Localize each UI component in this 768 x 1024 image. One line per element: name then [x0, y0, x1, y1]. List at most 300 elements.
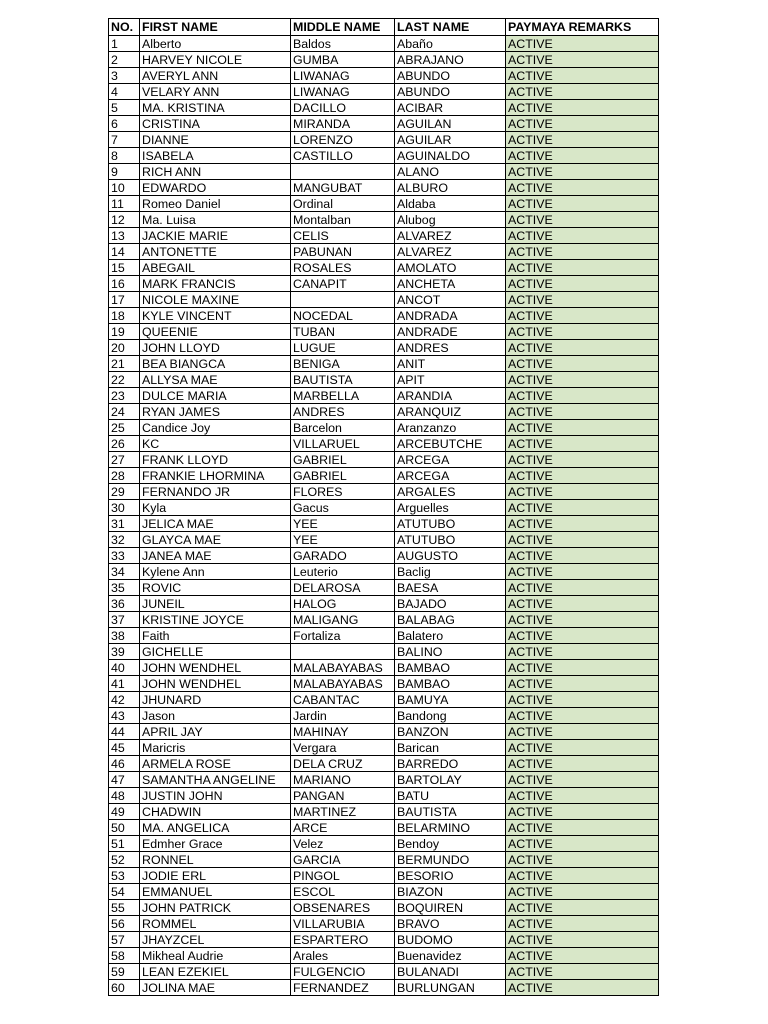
table-row — [109, 452, 659, 468]
cell-no: 19 — [109, 324, 140, 340]
cell-remarks: ACTIVE — [506, 916, 659, 932]
cell-first-name: JHUNARD — [140, 692, 291, 708]
cell-remarks: ACTIVE — [506, 708, 659, 724]
cell-last-name: ARGALES — [395, 484, 506, 500]
cell-middle-name: GABRIEL — [291, 452, 395, 468]
table-row — [109, 628, 659, 644]
cell-remarks: ACTIVE — [506, 948, 659, 964]
cell-first-name: JANEA MAE — [140, 548, 291, 564]
cell-first-name: SAMANTHA ANGELINE — [140, 772, 291, 788]
cell-remarks: ACTIVE — [506, 404, 659, 420]
table-row — [109, 500, 659, 516]
table-row — [109, 36, 659, 52]
cell-first-name: APRIL JAY — [140, 724, 291, 740]
cell-remarks: ACTIVE — [506, 596, 659, 612]
cell-no: 49 — [109, 804, 140, 820]
cell-remarks: ACTIVE — [506, 532, 659, 548]
header-no: NO. — [109, 19, 140, 36]
table-row — [109, 340, 659, 356]
cell-first-name: JOHN LLOYD — [140, 340, 291, 356]
cell-middle-name: OBSENARES — [291, 900, 395, 916]
cell-first-name: GICHELLE — [140, 644, 291, 660]
cell-first-name: Alberto — [140, 36, 291, 52]
table-row — [109, 884, 659, 900]
cell-last-name: BAUTISTA — [395, 804, 506, 820]
cell-last-name: ANCHETA — [395, 276, 506, 292]
cell-remarks: ACTIVE — [506, 516, 659, 532]
cell-middle-name: CABANTAC — [291, 692, 395, 708]
cell-middle-name: FERNANDEZ — [291, 980, 395, 996]
cell-remarks: ACTIVE — [506, 436, 659, 452]
cell-first-name: ROVIC — [140, 580, 291, 596]
cell-middle-name: HALOG — [291, 596, 395, 612]
cell-first-name: JOLINA MAE — [140, 980, 291, 996]
cell-middle-name: MIRANDA — [291, 116, 395, 132]
cell-remarks: ACTIVE — [506, 628, 659, 644]
cell-remarks: ACTIVE — [506, 564, 659, 580]
cell-remarks: ACTIVE — [506, 340, 659, 356]
cell-no: 2 — [109, 52, 140, 68]
cell-middle-name: GARCIA — [291, 852, 395, 868]
cell-no: 22 — [109, 372, 140, 388]
cell-last-name: ALVAREZ — [395, 228, 506, 244]
table-row — [109, 852, 659, 868]
cell-first-name: MA. ANGELICA — [140, 820, 291, 836]
cell-last-name: ABRAJANO — [395, 52, 506, 68]
cell-no: 7 — [109, 132, 140, 148]
cell-middle-name: TUBAN — [291, 324, 395, 340]
cell-no: 11 — [109, 196, 140, 212]
cell-middle-name: YEE — [291, 532, 395, 548]
cell-first-name: JELICA MAE — [140, 516, 291, 532]
cell-no: 56 — [109, 916, 140, 932]
cell-remarks: ACTIVE — [506, 308, 659, 324]
table-row — [109, 68, 659, 84]
cell-last-name: BAJADO — [395, 596, 506, 612]
cell-last-name: ARCEBUTCHE — [395, 436, 506, 452]
paymaya-roster-table — [108, 18, 659, 996]
cell-middle-name: MARTINEZ — [291, 804, 395, 820]
cell-no: 44 — [109, 724, 140, 740]
cell-middle-name: LORENZO — [291, 132, 395, 148]
cell-first-name: Maricris — [140, 740, 291, 756]
cell-first-name: KC — [140, 436, 291, 452]
cell-no: 9 — [109, 164, 140, 180]
cell-remarks: ACTIVE — [506, 244, 659, 260]
cell-last-name: Arguelles — [395, 500, 506, 516]
header-first-name: FIRST NAME — [140, 19, 291, 36]
cell-no: 16 — [109, 276, 140, 292]
cell-last-name: Barican — [395, 740, 506, 756]
cell-remarks: ACTIVE — [506, 468, 659, 484]
cell-no: 3 — [109, 68, 140, 84]
cell-first-name: CRISTINA — [140, 116, 291, 132]
cell-no: 35 — [109, 580, 140, 596]
cell-remarks: ACTIVE — [506, 132, 659, 148]
cell-no: 25 — [109, 420, 140, 436]
cell-last-name: ATUTUBO — [395, 516, 506, 532]
table-row — [109, 356, 659, 372]
cell-first-name: EDWARDO — [140, 180, 291, 196]
table-row — [109, 100, 659, 116]
cell-last-name: BERMUNDO — [395, 852, 506, 868]
cell-first-name: JODIE ERL — [140, 868, 291, 884]
cell-last-name: BATU — [395, 788, 506, 804]
cell-remarks: ACTIVE — [506, 932, 659, 948]
cell-last-name: ANDRES — [395, 340, 506, 356]
cell-middle-name: MARBELLA — [291, 388, 395, 404]
table-row — [109, 436, 659, 452]
cell-middle-name: DELAROSA — [291, 580, 395, 596]
table-row — [109, 484, 659, 500]
cell-remarks: ACTIVE — [506, 276, 659, 292]
table-row — [109, 820, 659, 836]
cell-remarks: ACTIVE — [506, 388, 659, 404]
cell-first-name: ALLYSA MAE — [140, 372, 291, 388]
cell-last-name: BRAVO — [395, 916, 506, 932]
table-body — [109, 36, 659, 996]
cell-remarks: ACTIVE — [506, 820, 659, 836]
cell-first-name: Edmher Grace — [140, 836, 291, 852]
table-row — [109, 292, 659, 308]
cell-no: 31 — [109, 516, 140, 532]
cell-remarks: ACTIVE — [506, 724, 659, 740]
cell-middle-name: MAHINAY — [291, 724, 395, 740]
cell-middle-name — [291, 292, 395, 308]
cell-first-name: ROMMEL — [140, 916, 291, 932]
cell-first-name: FRANKIE LHORMINA — [140, 468, 291, 484]
cell-remarks: ACTIVE — [506, 884, 659, 900]
cell-middle-name — [291, 644, 395, 660]
cell-last-name: APIT — [395, 372, 506, 388]
cell-last-name: ARCEGA — [395, 452, 506, 468]
cell-no: 23 — [109, 388, 140, 404]
cell-middle-name: ARCE — [291, 820, 395, 836]
table-row — [109, 868, 659, 884]
cell-middle-name: NOCEDAL — [291, 308, 395, 324]
cell-no: 38 — [109, 628, 140, 644]
cell-no: 8 — [109, 148, 140, 164]
cell-last-name: BESORIO — [395, 868, 506, 884]
table-row — [109, 964, 659, 980]
cell-remarks: ACTIVE — [506, 292, 659, 308]
cell-remarks: ACTIVE — [506, 196, 659, 212]
cell-last-name: Aranzanzo — [395, 420, 506, 436]
table-row — [109, 148, 659, 164]
header-paymaya-remarks: PAYMAYA REMARKS — [506, 19, 659, 36]
cell-last-name: ALBURO — [395, 180, 506, 196]
cell-last-name: BURLUNGAN — [395, 980, 506, 996]
cell-remarks: ACTIVE — [506, 356, 659, 372]
cell-remarks: ACTIVE — [506, 740, 659, 756]
cell-first-name: RICH ANN — [140, 164, 291, 180]
cell-remarks: ACTIVE — [506, 580, 659, 596]
table-row — [109, 724, 659, 740]
cell-first-name: RYAN JAMES — [140, 404, 291, 420]
cell-first-name: Romeo Daniel — [140, 196, 291, 212]
cell-first-name: KYLE VINCENT — [140, 308, 291, 324]
table-row — [109, 196, 659, 212]
cell-last-name: AUGUSTO — [395, 548, 506, 564]
cell-remarks: ACTIVE — [506, 260, 659, 276]
cell-first-name: AVERYL ANN — [140, 68, 291, 84]
cell-remarks: ACTIVE — [506, 180, 659, 196]
header-middle-name: MIDDLE NAME — [291, 19, 395, 36]
cell-first-name: MARK FRANCIS — [140, 276, 291, 292]
cell-last-name: BAMBAO — [395, 676, 506, 692]
cell-no: 26 — [109, 436, 140, 452]
cell-middle-name: DELA CRUZ — [291, 756, 395, 772]
cell-last-name: Baclig — [395, 564, 506, 580]
cell-no: 58 — [109, 948, 140, 964]
cell-no: 41 — [109, 676, 140, 692]
cell-last-name: ARCEGA — [395, 468, 506, 484]
cell-no: 5 — [109, 100, 140, 116]
cell-middle-name: PANGAN — [291, 788, 395, 804]
cell-middle-name: PINGOL — [291, 868, 395, 884]
table-row — [109, 244, 659, 260]
cell-no: 13 — [109, 228, 140, 244]
cell-remarks: ACTIVE — [506, 212, 659, 228]
cell-last-name: Bendoy — [395, 836, 506, 852]
table-row — [109, 612, 659, 628]
cell-first-name: JHAYZCEL — [140, 932, 291, 948]
cell-last-name: ABUNDO — [395, 68, 506, 84]
cell-middle-name: Ordinal — [291, 196, 395, 212]
cell-last-name: BALINO — [395, 644, 506, 660]
cell-first-name: Candice Joy — [140, 420, 291, 436]
table-row — [109, 980, 659, 996]
cell-middle-name: ESCOL — [291, 884, 395, 900]
cell-remarks: ACTIVE — [506, 372, 659, 388]
cell-first-name: ISABELA — [140, 148, 291, 164]
cell-no: 18 — [109, 308, 140, 324]
cell-last-name: ACIBAR — [395, 100, 506, 116]
cell-middle-name: LIWANAG — [291, 68, 395, 84]
cell-middle-name: Baldos — [291, 36, 395, 52]
cell-middle-name: YEE — [291, 516, 395, 532]
cell-remarks: ACTIVE — [506, 68, 659, 84]
cell-last-name: ABUNDO — [395, 84, 506, 100]
table-row — [109, 692, 659, 708]
cell-no: 6 — [109, 116, 140, 132]
cell-remarks: ACTIVE — [506, 692, 659, 708]
cell-remarks: ACTIVE — [506, 788, 659, 804]
cell-remarks: ACTIVE — [506, 804, 659, 820]
cell-first-name: DULCE MARIA — [140, 388, 291, 404]
table-row — [109, 276, 659, 292]
cell-no: 51 — [109, 836, 140, 852]
cell-first-name: JUSTIN JOHN — [140, 788, 291, 804]
cell-remarks: ACTIVE — [506, 548, 659, 564]
table-row — [109, 132, 659, 148]
cell-remarks: ACTIVE — [506, 452, 659, 468]
table-row — [109, 324, 659, 340]
cell-last-name: BIAZON — [395, 884, 506, 900]
cell-middle-name: MARIANO — [291, 772, 395, 788]
cell-first-name: BEA BIANGCA — [140, 356, 291, 372]
cell-no: 1 — [109, 36, 140, 52]
cell-last-name: AMOLATO — [395, 260, 506, 276]
cell-last-name: BALABAG — [395, 612, 506, 628]
cell-middle-name: Jardin — [291, 708, 395, 724]
cell-remarks: ACTIVE — [506, 836, 659, 852]
cell-no: 47 — [109, 772, 140, 788]
cell-first-name: QUEENIE — [140, 324, 291, 340]
cell-middle-name: CELIS — [291, 228, 395, 244]
table-row — [109, 388, 659, 404]
cell-last-name: BUDOMO — [395, 932, 506, 948]
cell-last-name: ALANO — [395, 164, 506, 180]
table-row — [109, 740, 659, 756]
cell-first-name: RONNEL — [140, 852, 291, 868]
cell-last-name: ARANQUIZ — [395, 404, 506, 420]
cell-first-name: GLAYCA MAE — [140, 532, 291, 548]
cell-no: 53 — [109, 868, 140, 884]
table-row — [109, 564, 659, 580]
cell-no: 50 — [109, 820, 140, 836]
cell-first-name: FERNANDO JR — [140, 484, 291, 500]
table-row — [109, 84, 659, 100]
cell-remarks: ACTIVE — [506, 420, 659, 436]
cell-middle-name: Leuterio — [291, 564, 395, 580]
cell-first-name: HARVEY NICOLE — [140, 52, 291, 68]
table-row — [109, 260, 659, 276]
cell-first-name: ABEGAIL — [140, 260, 291, 276]
cell-no: 59 — [109, 964, 140, 980]
cell-remarks: ACTIVE — [506, 676, 659, 692]
cell-last-name: AGUINALDO — [395, 148, 506, 164]
cell-no: 17 — [109, 292, 140, 308]
cell-middle-name: Barcelon — [291, 420, 395, 436]
cell-remarks: ACTIVE — [506, 164, 659, 180]
cell-first-name: VELARY ANN — [140, 84, 291, 100]
table-row — [109, 468, 659, 484]
cell-remarks: ACTIVE — [506, 484, 659, 500]
cell-last-name: AGUILAR — [395, 132, 506, 148]
cell-first-name: Ma. Luisa — [140, 212, 291, 228]
cell-remarks: ACTIVE — [506, 756, 659, 772]
table-row — [109, 916, 659, 932]
table-row — [109, 900, 659, 916]
cell-middle-name: ROSALES — [291, 260, 395, 276]
cell-first-name: LEAN EZEKIEL — [140, 964, 291, 980]
cell-last-name: BARREDO — [395, 756, 506, 772]
cell-middle-name: FULGENCIO — [291, 964, 395, 980]
cell-no: 46 — [109, 756, 140, 772]
cell-remarks: ACTIVE — [506, 612, 659, 628]
cell-last-name: Abaño — [395, 36, 506, 52]
cell-middle-name: CASTILLO — [291, 148, 395, 164]
cell-middle-name: VILLARUBIA — [291, 916, 395, 932]
cell-middle-name: GARADO — [291, 548, 395, 564]
cell-last-name: Aldaba — [395, 196, 506, 212]
cell-first-name: ANTONETTE — [140, 244, 291, 260]
cell-remarks: ACTIVE — [506, 228, 659, 244]
cell-middle-name: ANDRES — [291, 404, 395, 420]
cell-first-name: EMMANUEL — [140, 884, 291, 900]
cell-no: 29 — [109, 484, 140, 500]
cell-no: 45 — [109, 740, 140, 756]
cell-middle-name: MANGUBAT — [291, 180, 395, 196]
cell-first-name: NICOLE MAXINE — [140, 292, 291, 308]
cell-middle-name: Montalban — [291, 212, 395, 228]
table-row — [109, 948, 659, 964]
cell-last-name: Buenavidez — [395, 948, 506, 964]
cell-middle-name: MALABAYABAS — [291, 676, 395, 692]
table-row — [109, 308, 659, 324]
cell-no: 30 — [109, 500, 140, 516]
cell-middle-name — [291, 164, 395, 180]
cell-last-name: ANDRADE — [395, 324, 506, 340]
cell-middle-name: LIWANAG — [291, 84, 395, 100]
cell-last-name: ARANDIA — [395, 388, 506, 404]
cell-first-name: DIANNE — [140, 132, 291, 148]
cell-remarks: ACTIVE — [506, 644, 659, 660]
cell-remarks: ACTIVE — [506, 324, 659, 340]
cell-no: 12 — [109, 212, 140, 228]
cell-no: 27 — [109, 452, 140, 468]
cell-first-name: Mikheal Audrie — [140, 948, 291, 964]
cell-middle-name: GUMBA — [291, 52, 395, 68]
cell-last-name: BAMUYA — [395, 692, 506, 708]
cell-first-name: MA. KRISTINA — [140, 100, 291, 116]
cell-no: 40 — [109, 660, 140, 676]
cell-first-name: Kylene Ann — [140, 564, 291, 580]
cell-no: 33 — [109, 548, 140, 564]
cell-no: 10 — [109, 180, 140, 196]
cell-middle-name: PABUNAN — [291, 244, 395, 260]
cell-first-name: CHADWIN — [140, 804, 291, 820]
cell-middle-name: Gacus — [291, 500, 395, 516]
cell-remarks: ACTIVE — [506, 500, 659, 516]
table-row — [109, 804, 659, 820]
cell-first-name: JOHN WENDHEL — [140, 660, 291, 676]
table-row — [109, 372, 659, 388]
cell-remarks: ACTIVE — [506, 84, 659, 100]
cell-middle-name: MALABAYABAS — [291, 660, 395, 676]
cell-first-name: ARMELA ROSE — [140, 756, 291, 772]
cell-middle-name: MALIGANG — [291, 612, 395, 628]
cell-no: 20 — [109, 340, 140, 356]
cell-middle-name: BAUTISTA — [291, 372, 395, 388]
header-row — [109, 19, 659, 36]
cell-remarks: ACTIVE — [506, 52, 659, 68]
cell-no: 54 — [109, 884, 140, 900]
cell-middle-name: VILLARUEL — [291, 436, 395, 452]
table-row — [109, 644, 659, 660]
table-row — [109, 756, 659, 772]
cell-middle-name: DACILLO — [291, 100, 395, 116]
cell-last-name: Bandong — [395, 708, 506, 724]
cell-remarks: ACTIVE — [506, 980, 659, 996]
cell-last-name: BARTOLAY — [395, 772, 506, 788]
cell-last-name: ANCOT — [395, 292, 506, 308]
cell-first-name: JACKIE MARIE — [140, 228, 291, 244]
cell-first-name: JUNEIL — [140, 596, 291, 612]
cell-last-name: BAMBAO — [395, 660, 506, 676]
cell-middle-name: LUGUE — [291, 340, 395, 356]
header-last-name: LAST NAME — [395, 19, 506, 36]
cell-last-name: ANIT — [395, 356, 506, 372]
table-row — [109, 180, 659, 196]
cell-last-name: ALVAREZ — [395, 244, 506, 260]
cell-last-name: AGUILAN — [395, 116, 506, 132]
cell-no: 24 — [109, 404, 140, 420]
cell-no: 57 — [109, 932, 140, 948]
table-row — [109, 772, 659, 788]
table-row — [109, 52, 659, 68]
